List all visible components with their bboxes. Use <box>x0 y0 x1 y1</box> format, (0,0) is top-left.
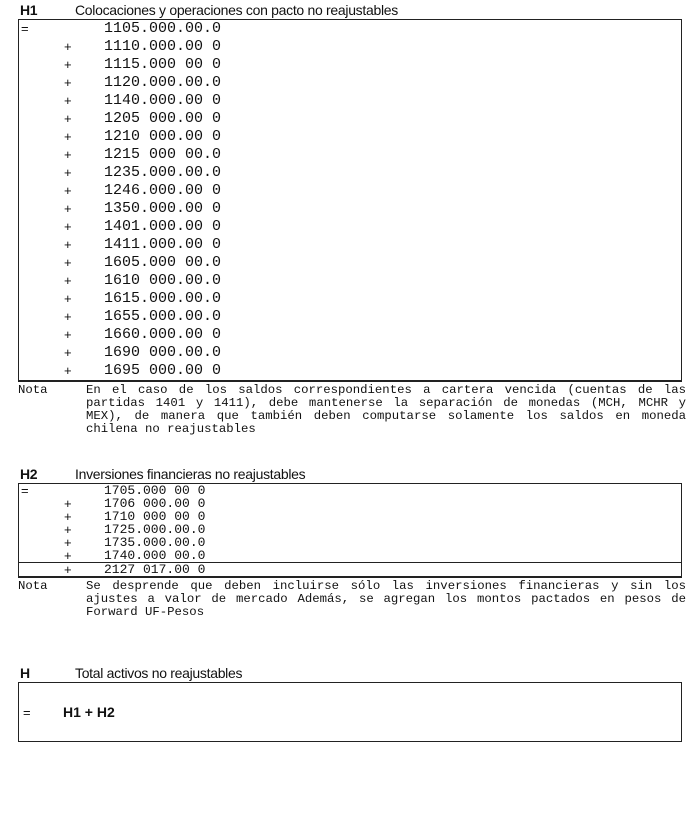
account-row <box>19 326 681 344</box>
operator: + <box>64 548 72 563</box>
operator: + <box>64 183 72 198</box>
section-title: Total activos no reajustables <box>75 665 243 681</box>
note-text: En el caso de los saldos correspondientes a cartera vencida (cuentas de las partidas 1401 y 1411), debe mantenerse la separación de monedas (MCH, MCHR y MEX), de manera que también deben computarse solamente los saldos en moneda chilena no reajustables <box>86 383 686 436</box>
account-row <box>19 290 681 308</box>
operator: + <box>64 111 72 126</box>
operator: + <box>64 129 72 144</box>
account-row <box>19 128 681 146</box>
account-row <box>19 20 681 38</box>
account-code: 1215 000 00.0 <box>104 146 222 163</box>
operator: + <box>64 75 72 90</box>
equals-sign: = <box>23 704 31 720</box>
account-row <box>19 218 681 236</box>
operator: + <box>64 57 72 72</box>
account-row <box>19 308 681 326</box>
account-row <box>19 164 681 182</box>
account-row <box>19 182 681 200</box>
account-code: 1110.000.00 0 <box>104 38 222 55</box>
operator: + <box>64 93 72 108</box>
total-formula-box <box>18 682 682 742</box>
operator: + <box>64 509 72 524</box>
account-code: 1706 000.00 0 <box>104 496 206 511</box>
account-row <box>19 362 681 380</box>
h2-note <box>18 580 686 619</box>
operator: + <box>64 237 72 252</box>
account-code: 1655.000.00.0 <box>104 308 222 325</box>
operator: + <box>64 522 72 537</box>
account-code: 2127 017.00 0 <box>104 562 206 577</box>
operator: + <box>64 147 72 162</box>
account-code: 1140.000.00 0 <box>104 92 222 109</box>
account-code: 1210 000.00 0 <box>104 128 222 145</box>
account-row <box>19 146 681 164</box>
account-row <box>19 254 681 272</box>
section-code: H <box>20 665 30 681</box>
operator: + <box>64 562 72 577</box>
note-label: Nota <box>18 383 48 397</box>
account-row <box>19 200 681 218</box>
note-text: Se desprende que deben incluirse sólo las inversiones financieras y sin los ajustes a valor de mercado Además, se agregan los montos pactados en pesos de Forward UF-Pesos <box>86 579 686 619</box>
account-row <box>19 56 681 74</box>
operator: + <box>64 309 72 324</box>
operator: + <box>64 291 72 306</box>
section-code: H1 <box>20 2 38 18</box>
account-code: 1740.000 00.0 <box>104 548 206 563</box>
operator: + <box>64 165 72 180</box>
operator: + <box>64 345 72 360</box>
operator: = <box>21 483 29 498</box>
account-code: 1120.000.00.0 <box>104 74 222 91</box>
operator: + <box>64 219 72 234</box>
account-code: 1610 000.00.0 <box>104 272 222 289</box>
operator: = <box>21 21 29 36</box>
account-code: 1205 000.00 0 <box>104 110 222 127</box>
account-row <box>19 110 681 128</box>
account-code: 1235.000.00.0 <box>104 164 222 181</box>
account-row <box>19 549 681 562</box>
account-code: 1246.000.00 0 <box>104 182 222 199</box>
account-code: 1411.000.00 0 <box>104 236 222 253</box>
account-code: 1115.000 00 0 <box>104 56 222 73</box>
account-code: 1690 000.00.0 <box>104 344 222 361</box>
operator: + <box>64 363 72 378</box>
h2-accounts-box <box>18 483 682 578</box>
account-code: 1705.000 00 0 <box>104 483 206 498</box>
operator: + <box>64 201 72 216</box>
account-code: 1615.000.00.0 <box>104 290 222 307</box>
h1-accounts-box <box>18 19 682 382</box>
operator: + <box>64 327 72 342</box>
note-label: Nota <box>18 579 48 593</box>
section-title: Inversiones financieras no reajustables <box>75 466 306 482</box>
account-row <box>19 74 681 92</box>
operator: + <box>64 535 72 550</box>
account-row <box>19 92 681 110</box>
account-code: 1105.000.00.0 <box>104 20 222 37</box>
section-h2-header <box>18 466 682 483</box>
section-code: H2 <box>20 466 38 482</box>
account-code: 1695 000.00 0 <box>104 362 222 379</box>
account-row <box>19 38 681 56</box>
section-h1-header <box>18 2 682 19</box>
total-formula: H1 + H2 <box>63 704 115 720</box>
operator: + <box>64 255 72 270</box>
account-row <box>19 236 681 254</box>
account-row <box>19 272 681 290</box>
operator: + <box>64 273 72 288</box>
account-row <box>19 344 681 362</box>
account-code: 1735.000.00.0 <box>104 535 206 550</box>
section-title: Colocaciones y operaciones con pacto no reajustables <box>75 2 398 18</box>
operator: + <box>64 496 72 511</box>
account-code: 1710 000 00 0 <box>104 509 206 524</box>
account-code: 1725.000.00.0 <box>104 522 206 537</box>
account-row <box>19 562 681 576</box>
account-code: 1401.000.00 0 <box>104 218 222 235</box>
account-code: 1605.000 00.0 <box>104 254 222 271</box>
operator: + <box>64 39 72 54</box>
h1-note <box>18 384 686 436</box>
account-code: 1660.000.00 0 <box>104 326 222 343</box>
account-code: 1350.000.00 0 <box>104 200 222 217</box>
section-h-header <box>18 665 682 682</box>
